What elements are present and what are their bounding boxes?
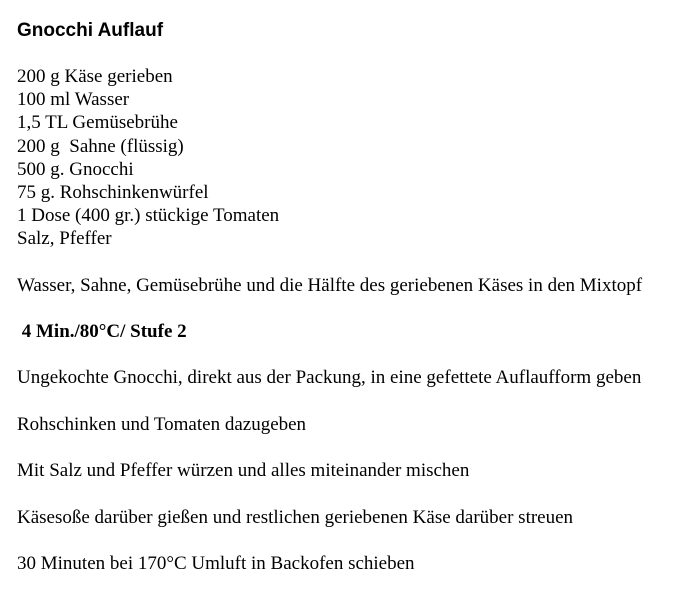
- instruction-step: 30 Minuten bei 170°C Umluft in Backofen schieben: [17, 552, 415, 574]
- ingredient-item: 200 g Käse gerieben: [17, 66, 173, 87]
- recipe-document: [17, 19, 692, 575]
- ingredient-item: Salz, Pfeffer: [17, 228, 112, 250]
- ingredient-item: 500 g. Gnocchi: [17, 158, 134, 180]
- ingredient-item: 100 ml Wasser: [17, 89, 130, 111]
- cooking-setting: 4 Min./80°C/ Stufe 2: [17, 321, 187, 343]
- recipe-title: Gnocchi Auflauf: [17, 20, 164, 41]
- ingredient-item: 1,5 TL Gemüsebrühe: [17, 112, 178, 134]
- instruction-step: Mit Salz und Pfeffer würzen und alles miteinander mischen: [17, 460, 470, 482]
- ingredient-item: 200 g Sahne (flüssig): [17, 135, 184, 157]
- instruction-step: Käsesoße darüber gießen und restlichen geriebenen Käse darüber streuen: [17, 506, 574, 528]
- ingredient-item: 1 Dose (400 gr.) stückige Tomaten: [17, 205, 280, 227]
- instruction-step: Wasser, Sahne, Gemüsebrühe und die Hälfte des geriebenen Käses in den Mixtopf: [17, 274, 643, 296]
- ingredient-item: 75 g. Rohschinkenwürfel: [17, 182, 209, 204]
- instruction-step: Ungekochte Gnocchi, direkt aus der Packung, in eine gefettete Auflaufform geben: [17, 367, 642, 389]
- instruction-step: Rohschinken und Tomaten dazugeben: [17, 413, 307, 435]
- ingredient-list: [17, 65, 692, 251]
